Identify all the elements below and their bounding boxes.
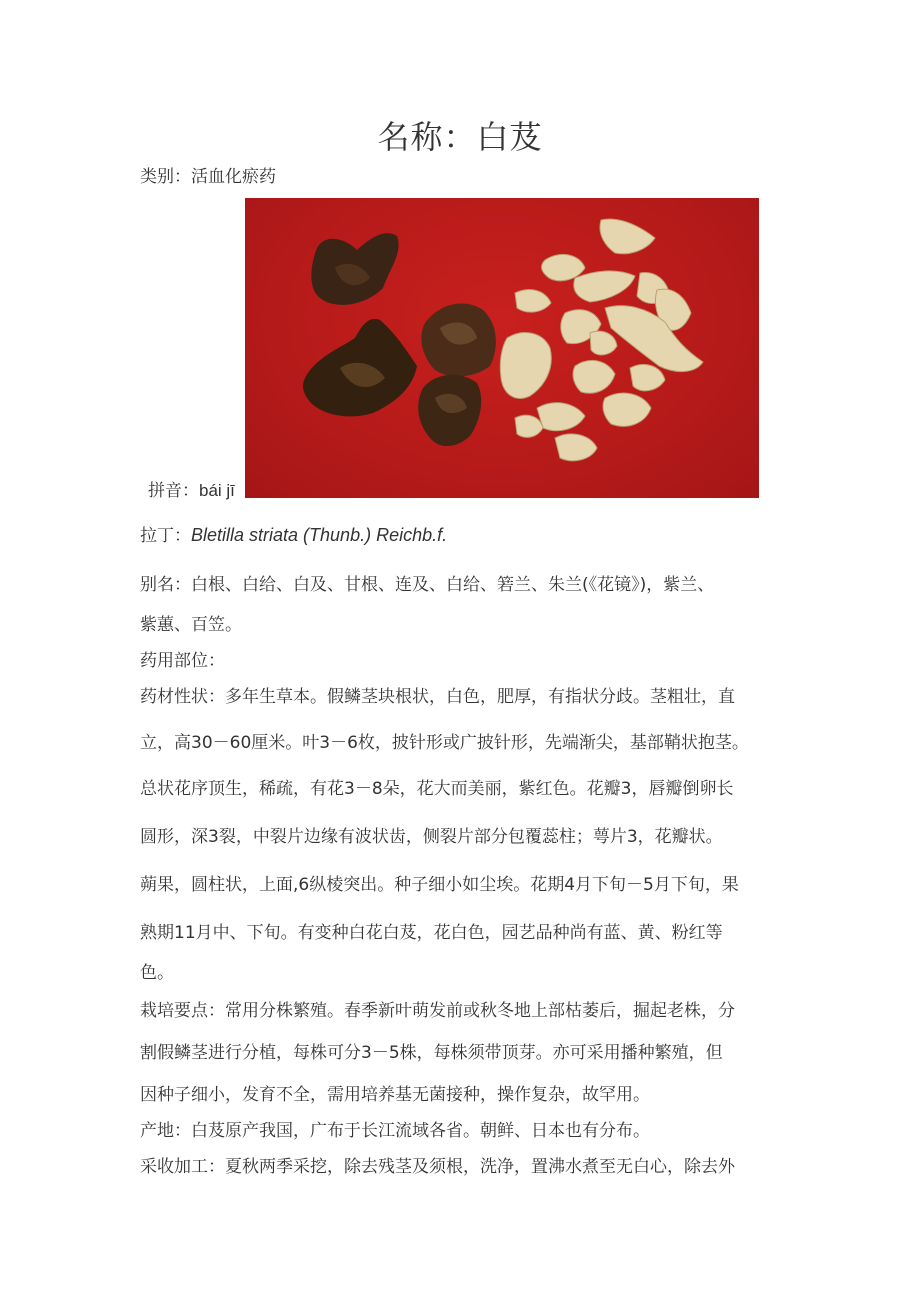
- alias-line-2: 紫蕙、百笠。: [140, 615, 242, 635]
- pinyin-line: [148, 480, 235, 502]
- processing-line-1: 采收加工：夏秋两季采挖，除去残茎及须根，洗净，置沸水煮至无白心，除去外: [140, 1157, 735, 1177]
- latin-line: [140, 524, 447, 547]
- pale-sliced-pieces: [500, 219, 703, 461]
- medicinal-part-line: 药用部位：: [140, 651, 225, 671]
- pinyin-label: 拼音：: [148, 481, 199, 501]
- properties-line-5: 蒴果，圆柱状，上面,6纵棱突出。种子细小如尘埃。花期4月下旬－5月下旬，果: [140, 875, 739, 895]
- cultivation-line-1: 栽培要点：常用分株繁殖。春季新叶萌发前或秋冬地上部枯萎后，掘起老株，分: [140, 1001, 735, 1021]
- category-line: 类别：活血化瘀药: [140, 167, 276, 187]
- origin-line: 产地：白芨原产我国，广布于长江流域各省。朝鲜、日本也有分布。: [140, 1121, 650, 1141]
- latin-name: Bletilla striata (Thunb.) Reichb.f.: [191, 525, 448, 545]
- pinyin-value: bái jī: [199, 481, 235, 500]
- properties-line-3: 总状花序顶生，稀疏，有花3－8朵，花大而美丽，紫红色。花瓣3，唇瓣倒卵长: [140, 779, 734, 799]
- properties-line-2: 立，高30－60厘米。叶3－6枚，披针形或广披针形，先端渐尖，基部鞘状抱茎。: [140, 733, 749, 753]
- properties-line-7: 色。: [140, 963, 174, 983]
- herb-slices-illustration: [245, 198, 759, 498]
- cultivation-line-3: 因种子细小，发育不全，需用培养基无菌接种，操作复杂，故罕用。: [140, 1085, 650, 1105]
- properties-line-4: 圆形，深3裂，中裂片边缘有波状齿，侧裂片部分包覆蕊柱；萼片3，花瓣状。: [140, 827, 723, 847]
- properties-line-1: 药材性状：多年生草本。假鳞茎块根状，白色，肥厚，有指状分歧。茎粗壮，直: [140, 687, 735, 707]
- properties-line-6: 熟期11月中、下旬。有变种白花白芨，花白色，园艺品种尚有蓝、黄、粉红等: [140, 923, 723, 943]
- latin-label: 拉丁：: [140, 526, 191, 546]
- dried-herb-photo: [245, 198, 759, 498]
- alias-line-1: 别名：白根、白给、白及、甘根、连及、白给、箬兰、朱兰(《花镜》)，紫兰、: [140, 575, 715, 595]
- dark-dried-pieces: [303, 233, 496, 446]
- page-title: 名称：白芨: [377, 118, 543, 156]
- cultivation-line-2: 割假鳞茎进行分植，每株可分3－5株，每株须带顶芽。亦可采用播种繁殖，但: [140, 1043, 723, 1063]
